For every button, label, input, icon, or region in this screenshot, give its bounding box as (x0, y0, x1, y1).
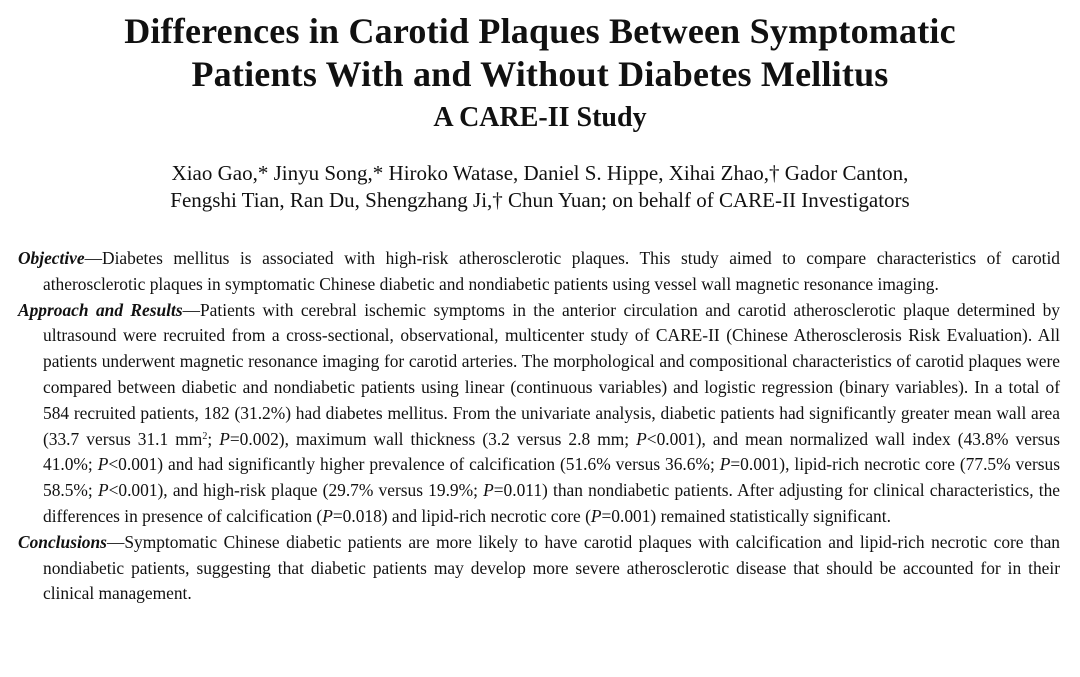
p-value-symbol: P (590, 505, 602, 526)
p-value-symbol: P (97, 454, 109, 475)
approach-text-2: ; (207, 428, 220, 449)
conclusions-heading: Conclusions (18, 531, 107, 552)
authors-line-1: Xiao Gao,* Jinyu Song,* Hiroko Watase, Daniel S. Hippe, Xihai Zhao,† Gador Canton, (171, 161, 909, 185)
approach-text-6: =0.001), lipid-rich necrotic core (77.5% versus 58.5%; (43, 454, 1060, 501)
approach-text-5: <0.001) and had significantly higher prevalence of calcification (51.6% versus 36.6%; (108, 454, 720, 475)
title-line-1: Differences in Carotid Plaques Between Symptomatic (124, 11, 956, 51)
p-value-symbol: P (322, 505, 333, 526)
paper-title (0, 10, 1080, 96)
p-value-symbol: P (219, 428, 230, 449)
conclusions-text: —Symptomatic Chinese diabetic patients are more likely to have carotid plaques with calcification and lipid-rich necrotic core than nondiabetic patients, suggesting that diabetic patients may develop more severe atherosclerotic disease that should be accounted for in their clinical management. (43, 531, 1060, 604)
abstract-conclusions (18, 530, 1060, 607)
objective-heading: Objective (18, 248, 85, 268)
authors-line-2: Fengshi Tian, Ran Du, Shengzhang Ji,† Chun Yuan; on behalf of CARE-II Investigators (170, 188, 910, 212)
approach-text-1: —Patients with cerebral ischemic symptoms in the anterior circulation and carotid atherosclerotic plaque determined by ultrasound were recruited from a cross-sectional, observational, multicenter study of CARE-II (Chinese Atherosclerosis Risk Evaluation). All patients underwent magnetic resonance imaging for carotid arteries. The morphological and compositional characteristics of carotid plaques were compared between diabetic and nondiabetic patients using linear (continuous variables) and logistic regression (binary variables). In a total of 584 recruited patients, 182 (31.2%) had diabetes mellitus. From the univariate analysis, diabetic patients had significantly greater mean wall area (33.7 versus 31.1 mm (43, 299, 1060, 449)
abstract-approach-results (18, 298, 1060, 530)
approach-text-7: <0.001), and high-risk plaque (29.7% versus 19.9%; (108, 480, 484, 501)
title-line-2: Patients With and Without Diabetes Mellitus (191, 54, 889, 94)
approach-text-4: <0.001), and mean normalized wall index (43.8% versus 41.0%; (43, 428, 1060, 475)
superscript-2: 2 (202, 430, 208, 442)
paper-subtitle: A CARE-II Study (433, 102, 647, 133)
abstract-objective (18, 246, 1060, 298)
approach-text-10: =0.001) remained statistically significant. (601, 505, 891, 526)
objective-text: —Diabetes mellitus is associated with high-risk atherosclerotic plaques. This study aimed to compare characteristics of carotid atherosclerotic plaques in symptomatic Chinese diabetic and nondiabetic patients using vessel wall magnetic resonance imaging. (43, 248, 1060, 294)
approach-text-9: =0.018) and lipid-rich necrotic core ( (332, 505, 591, 526)
approach-text-8: =0.011) than nondiabetic patients. After adjusting for clinical characteristics, the differences in presence of calcification ( (43, 480, 1061, 526)
p-value-symbol: P (483, 480, 494, 501)
approach-text-3: =0.002), maximum wall thickness (3.2 versus 2.8 mm; (229, 428, 637, 449)
p-value-symbol: P (719, 454, 731, 475)
p-value-symbol: P (97, 480, 109, 501)
p-value-symbol: P (636, 428, 647, 449)
abstract (18, 246, 1060, 607)
approach-heading: Approach and Results (18, 299, 183, 320)
author-list (0, 160, 1080, 214)
